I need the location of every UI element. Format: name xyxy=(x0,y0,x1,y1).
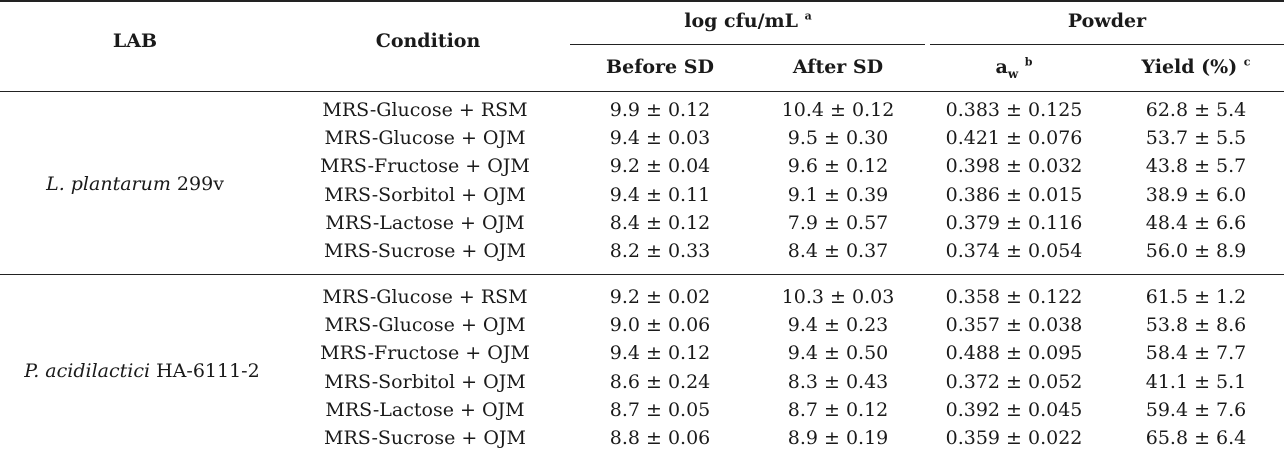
cell-aw: 0.392 ± 0.045 xyxy=(945,398,1083,421)
log-cfu-label: log cfu/mL xyxy=(684,10,798,32)
cell-condition: MRS-Lactose + OJM xyxy=(325,398,525,421)
cell-before: 8.7 ± 0.05 xyxy=(609,398,711,421)
cell-condition: MRS-Glucose + RSM xyxy=(322,99,528,121)
lab-name xyxy=(24,362,259,381)
cell-before: 8.2 ± 0.33 xyxy=(609,240,711,262)
header-bottom-rule xyxy=(0,91,1284,92)
cell-aw: 0.358 ± 0.122 xyxy=(945,286,1083,308)
cell-before: 9.9 ± 0.12 xyxy=(609,99,711,121)
cell-condition: MRS-Lactose + OJM xyxy=(325,211,525,234)
yield-label: Yield (%) xyxy=(1141,56,1238,78)
cell-condition: MRS-Glucose + OJM xyxy=(324,127,526,150)
cell-condition: MRS-Sucrose + OJM xyxy=(324,240,526,262)
cell-condition: MRS-Glucose + OJM xyxy=(324,314,526,337)
lab-strain: 299v xyxy=(170,173,224,195)
cell-yield: 58.4 ± 7.7 xyxy=(1145,342,1247,365)
cell-condition: MRS-Sucrose + OJM xyxy=(324,427,526,449)
cell-after: 8.4 ± 0.37 xyxy=(787,240,889,262)
cell-condition: MRS-Glucose + RSM xyxy=(322,286,528,308)
cell-yield: 61.5 ± 1.2 xyxy=(1145,286,1247,308)
cell-before: 8.6 ± 0.24 xyxy=(609,370,711,393)
cell-aw: 0.357 ± 0.038 xyxy=(945,314,1083,337)
aw-sub: w xyxy=(1007,66,1019,81)
cell-aw: 0.488 ± 0.095 xyxy=(945,342,1083,365)
table-top-rule xyxy=(0,0,1284,2)
group-divider-rule xyxy=(0,274,1284,275)
cell-yield: 41.1 ± 5.1 xyxy=(1145,370,1247,393)
cell-after: 8.9 ± 0.19 xyxy=(787,427,889,449)
lab-species: L. plantarum xyxy=(46,173,171,195)
cell-aw: 0.359 ± 0.022 xyxy=(945,427,1083,449)
log-cfu-underline xyxy=(570,44,925,45)
cell-before: 9.4 ± 0.03 xyxy=(609,127,711,150)
cell-condition: MRS-Sorbitol + OJM xyxy=(324,183,526,206)
cell-yield: 53.8 ± 8.6 xyxy=(1145,314,1247,337)
cell-after: 7.9 ± 0.57 xyxy=(787,211,889,234)
cell-before: 9.0 ± 0.06 xyxy=(609,314,711,337)
lab-species: P. acidilactici xyxy=(24,360,151,382)
cell-yield: 59.4 ± 7.6 xyxy=(1145,398,1247,421)
header-before-sd: Before SD xyxy=(606,56,714,78)
cell-condition: MRS-Sorbitol + OJM xyxy=(324,370,526,393)
cell-before: 9.2 ± 0.02 xyxy=(609,286,711,308)
cell-before: 9.4 ± 0.11 xyxy=(609,183,711,206)
cell-yield: 65.8 ± 6.4 xyxy=(1145,427,1247,449)
cell-aw: 0.386 ± 0.015 xyxy=(945,183,1083,206)
lab-strain: HA-6111-2 xyxy=(150,360,260,382)
cell-yield: 53.7 ± 5.5 xyxy=(1145,127,1247,150)
lab-name xyxy=(46,175,224,194)
cell-condition: MRS-Fructose + OJM xyxy=(320,342,530,365)
cell-yield: 62.8 ± 5.4 xyxy=(1145,99,1247,121)
cell-before: 8.8 ± 0.06 xyxy=(609,427,711,449)
cell-before: 9.4 ± 0.12 xyxy=(609,342,711,365)
cell-aw: 0.374 ± 0.054 xyxy=(945,240,1083,262)
log-cfu-footnote: a xyxy=(804,9,812,23)
aw-main: a xyxy=(995,56,1008,78)
cell-after: 8.3 ± 0.43 xyxy=(787,370,889,393)
cell-yield: 43.8 ± 5.7 xyxy=(1145,155,1247,178)
cell-after: 9.6 ± 0.12 xyxy=(787,155,889,178)
cell-before: 9.2 ± 0.04 xyxy=(609,155,711,178)
powder-underline xyxy=(930,44,1284,45)
header-powder: Powder xyxy=(1067,10,1147,32)
cell-yield: 48.4 ± 6.6 xyxy=(1145,211,1247,234)
cell-after: 8.7 ± 0.12 xyxy=(787,398,889,421)
header-after-sd: After SD xyxy=(792,56,884,78)
cell-yield: 38.9 ± 6.0 xyxy=(1145,183,1247,206)
cell-condition: MRS-Fructose + OJM xyxy=(320,155,530,178)
header-log-cfu xyxy=(684,9,812,32)
header-yield xyxy=(1141,55,1251,78)
cell-after: 9.5 ± 0.30 xyxy=(787,127,889,150)
cell-after: 10.3 ± 0.03 xyxy=(781,286,895,308)
cell-aw: 0.372 ± 0.052 xyxy=(945,370,1083,393)
aw-footnote: b xyxy=(1024,55,1033,69)
cell-before: 8.4 ± 0.12 xyxy=(609,211,711,234)
cell-aw: 0.383 ± 0.125 xyxy=(945,99,1083,121)
cell-after: 10.4 ± 0.12 xyxy=(781,99,895,121)
cell-aw: 0.379 ± 0.116 xyxy=(945,211,1083,234)
cell-aw: 0.398 ± 0.032 xyxy=(945,155,1083,178)
yield-footnote: c xyxy=(1243,55,1251,69)
header-condition: Condition xyxy=(375,30,481,52)
cell-yield: 56.0 ± 8.9 xyxy=(1145,240,1247,262)
cell-after: 9.4 ± 0.23 xyxy=(787,314,889,337)
cell-aw: 0.421 ± 0.076 xyxy=(945,127,1083,150)
cell-after: 9.4 ± 0.50 xyxy=(787,342,889,365)
header-aw xyxy=(995,55,1033,81)
cell-after: 9.1 ± 0.39 xyxy=(787,183,889,206)
header-lab: LAB xyxy=(112,30,158,52)
